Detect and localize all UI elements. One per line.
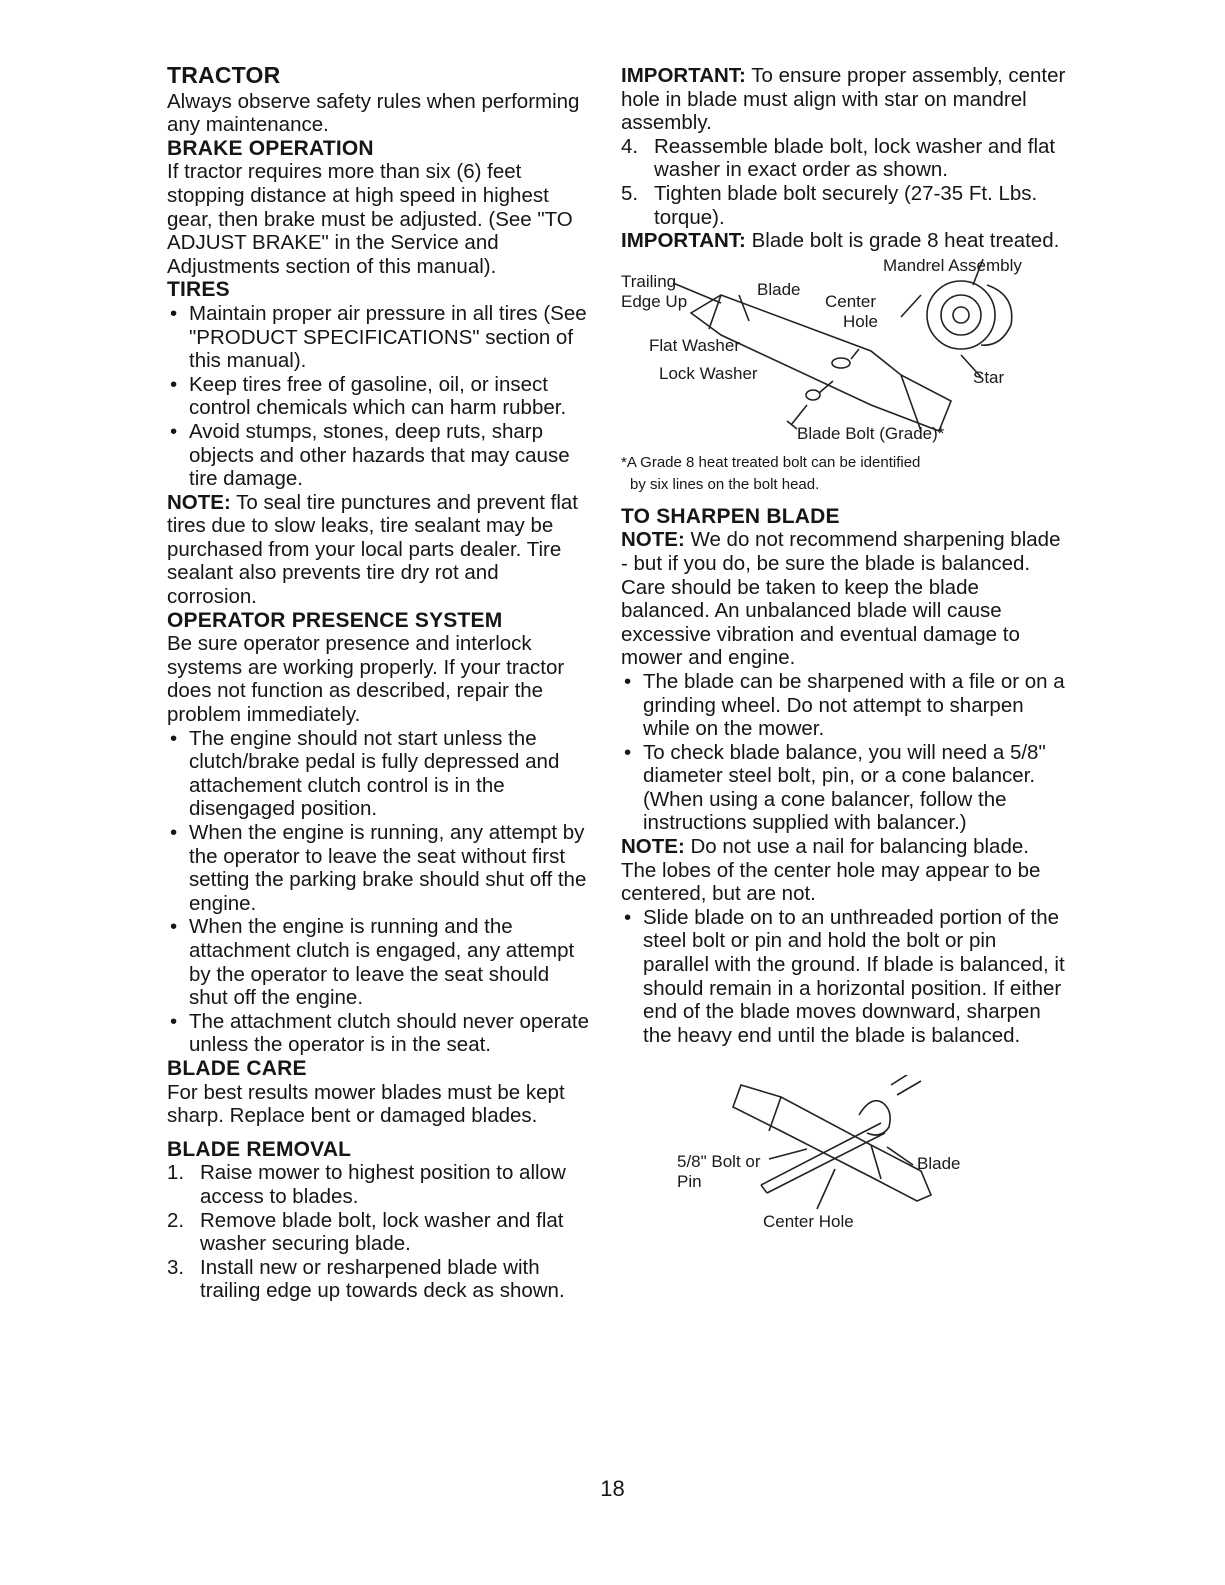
note-label: NOTE: — [621, 835, 685, 859]
ops-list — [167, 727, 592, 1057]
assembly-steps — [621, 135, 1066, 229]
bolt-label: 5/8" Bolt or — [677, 1152, 761, 1172]
note-text: Do not use a nail for balancing blade. The lobes of the center hole may appear to be centered, but are not. — [621, 835, 1041, 906]
care-text: Care should be taken to keep the blade balanced. An unbalanced blade will cause excessive vibration and eventual damage to mower and engine. — [621, 575, 1020, 670]
blade-shape — [691, 295, 951, 431]
brake-text: If tractor requires more than six (6) feet stopping distance at high speed in highest gear, then brake must be adjusted. (See "TO ADJUST BRAKE" in the Service and Adjustments section of this manual). — [167, 160, 573, 278]
list-item: 3. Install new or resharpened blade with trailing edge up towards deck as shown. — [167, 1255, 565, 1303]
page-number: 18 — [600, 1476, 625, 1501]
tractor-text: Always observe safety rules when performing any maintenance. — [167, 89, 580, 137]
important-note — [621, 64, 1066, 135]
tires-list — [167, 302, 592, 491]
center-hole-label: Center Hole — [763, 1212, 854, 1232]
hand-icon — [859, 1101, 890, 1135]
list-item: • Slide blade on to an unthreaded portion of the steel bolt or pin and hold the bolt or pin parallel with the ground. If blade is balanced, it should remain in a horizontal position. If either end of the blade moves downward, sharpen the heavy end until the blade is balanced. — [621, 906, 1066, 1048]
list-item: • Avoid stumps, stones, deep ruts, sharp objects and other hazards that may cause tire damage. — [167, 420, 592, 491]
ops-heading: OPERATOR PRESENCE SYSTEM — [167, 608, 503, 632]
list-item: 4. Reassemble blade bolt, lock washer and flat washer in exact order as shown. — [621, 134, 1056, 182]
important-text: To ensure proper assembly, center hole in blade must align with star on mandrel assembly. — [621, 64, 1066, 135]
important-label: IMPORTANT: — [621, 229, 746, 253]
footnote: *A Grade 8 heat treated bolt can be identified — [621, 453, 921, 471]
list-item: 2. Remove blade bolt, lock washer and flat washer securing blade. — [167, 1208, 564, 1256]
tractor-heading: TRACTOR — [167, 62, 281, 88]
blade-care-heading: BLADE CARE — [167, 1056, 307, 1080]
note-label: NOTE: — [167, 490, 231, 514]
list-item: • The attachment clutch should never operate unless the operator is in the seat. — [167, 1010, 592, 1057]
ops-text: Be sure operator presence and interlock systems are working properly. If your tractor does not function as described, repair the problem immediately. — [167, 632, 565, 727]
blade-removal-heading: BLADE REMOVAL — [167, 1137, 352, 1161]
right-column — [621, 64, 1066, 1242]
left-column — [167, 64, 592, 1303]
important-text: Blade bolt is grade 8 heat treated. — [745, 229, 1060, 253]
trailing-label: Trailing — [621, 271, 677, 291]
balance-blade-label: Blade — [917, 1154, 961, 1174]
brake-heading: BRAKE OPERATION — [167, 136, 374, 160]
footnote-2: by six lines on the bolt head. — [630, 475, 820, 493]
trailing-label-2: Edge Up — [621, 291, 688, 311]
list-item: • Maintain proper air pressure in all tires (See "PRODUCT SPECIFICATIONS" section of this manual). — [167, 302, 592, 373]
balance-list — [621, 906, 1066, 1048]
list-item: • When the engine is running and the attachment clutch is engaged, any attempt by the operator to leave the seat should shut off the engine. — [167, 915, 592, 1009]
lock-washer-icon — [806, 390, 820, 400]
tire-note — [167, 491, 592, 609]
blade-assembly-figure — [621, 255, 1041, 451]
list-item: • The engine should not start unless the clutch/brake pedal is fully depressed and attachement clutch control is in the disengaged position. — [167, 727, 592, 821]
list-item: 1. Raise mower to highest position to allow access to blades. — [167, 1161, 566, 1208]
list-item: • The blade can be sharpened with a file or on a grinding wheel. Do not attempt to sharpen while on the mower. — [621, 670, 1066, 741]
list-item: • To check blade balance, you will need a 5/8" diameter steel bolt, pin, or a cone balancer. (When using a cone balancer, follow the instructions supplied with balancer.) — [621, 741, 1066, 835]
list-item: • Keep tires free of gasoline, oil, or insect control chemicals which can harm rubber. — [167, 373, 592, 420]
removal-steps — [167, 1161, 592, 1303]
sharpen-list — [621, 670, 1066, 835]
lock-washer-label: Lock Washer — [659, 363, 758, 383]
mandrel-label: Mandrel Assembly — [883, 255, 1022, 275]
hole-label: Hole — [843, 311, 878, 331]
blade-balance-figure — [621, 1075, 1041, 1240]
sharpen-heading: TO SHARPEN BLADE — [621, 504, 840, 528]
flat-washer-label: Flat Washer — [649, 335, 741, 355]
star-label: Star — [973, 367, 1005, 387]
important-note-2 — [621, 229, 1066, 253]
balance-note — [621, 835, 1066, 906]
tires-heading: TIRES — [167, 278, 230, 302]
center-label: Center — [825, 291, 877, 311]
sharpen-note — [621, 528, 1066, 575]
pin-label: Pin — [677, 1172, 702, 1192]
note-text: To seal tire punctures and prevent flat tires due to slow leaks, tire sealant may be purchased from your local parts dealer. Tire sealant also prevents tire dry rot and corrosion. — [167, 490, 578, 609]
mandrel-icon — [927, 281, 995, 349]
note-text: We do not recommend sharpening blade - but if you do, be sure the blade is balanced. — [621, 528, 1061, 575]
blade-label: Blade — [757, 279, 801, 299]
list-item: 5. Tighten blade bolt securely (27-35 Ft. Lbs. torque). — [621, 181, 1038, 229]
important-label: IMPORTANT: — [621, 64, 746, 87]
bolt-pin-icon — [761, 1123, 885, 1193]
flat-washer-icon — [832, 358, 850, 368]
blade-bolt-label: Blade Bolt (Grade)* — [797, 423, 945, 443]
blade-care-text: For best results mower blades must be kept sharp. Replace bent or damaged blades. — [167, 1080, 565, 1128]
list-item: • When the engine is running, any attempt by the operator to leave the seat without first setting the parking brake should shut off the engine. — [167, 821, 592, 915]
note-label: NOTE: — [621, 528, 685, 552]
